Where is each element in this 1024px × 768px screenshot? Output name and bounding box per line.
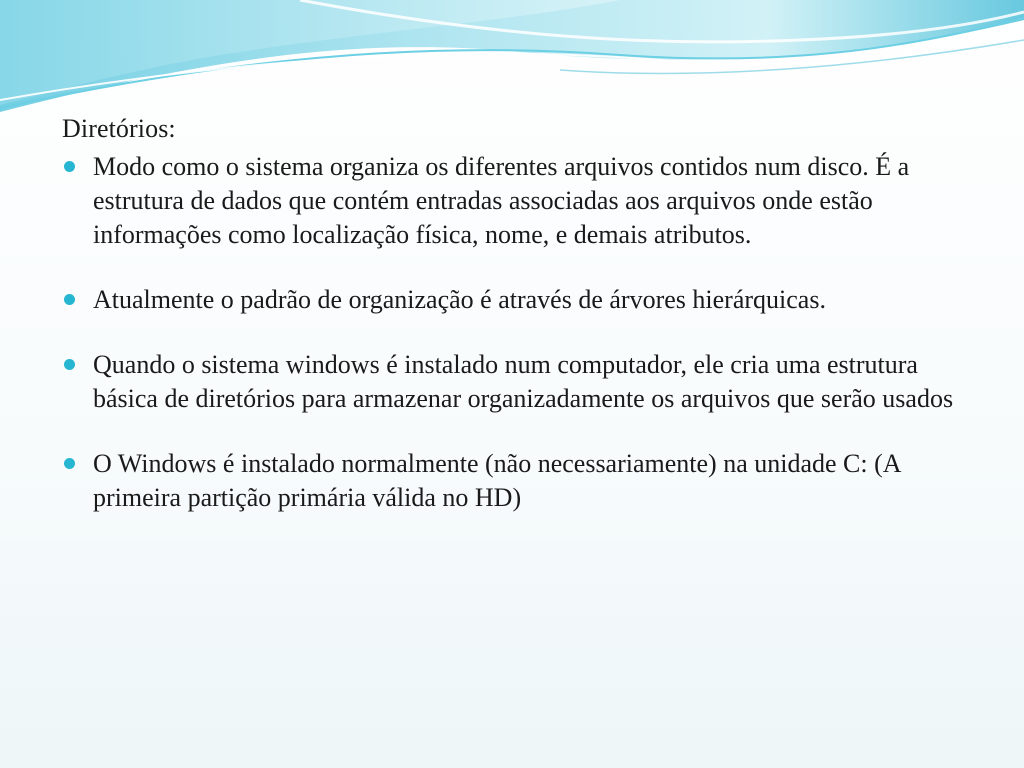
slide-content — [62, 112, 982, 546]
bullet-item — [62, 348, 982, 416]
bullet-list — [62, 150, 982, 515]
decorative-wave-header — [0, 0, 1024, 130]
bullet-dot-icon — [64, 458, 75, 469]
bullet-text: Atualmente o padrão de organização é através de árvores hierárquicas. — [93, 285, 826, 314]
bullet-text: Quando o sistema windows é instalado num computador, ele cria uma estrutura básica de diretórios para armazenar organizadamente os arquivos que serão usados — [93, 350, 954, 413]
bullet-dot-icon — [64, 161, 75, 172]
bullet-dot-icon — [64, 359, 75, 370]
bullet-item — [62, 283, 982, 317]
bullet-text: Modo como o sistema organiza os diferentes arquivos contidos num disco. É a estrutura de dados que contém entradas associadas aos arquivos onde estão informações como localização física, nome, e demais atributos. — [93, 152, 910, 249]
bullet-text: O Windows é instalado normalmente (não necessariamente) na unidade C: (A primeira partição primária válida no HD) — [93, 449, 901, 512]
bullet-item — [62, 447, 982, 515]
bullet-item — [62, 150, 982, 252]
slide-heading: Diretórios: — [62, 114, 176, 143]
bullet-dot-icon — [64, 294, 75, 305]
